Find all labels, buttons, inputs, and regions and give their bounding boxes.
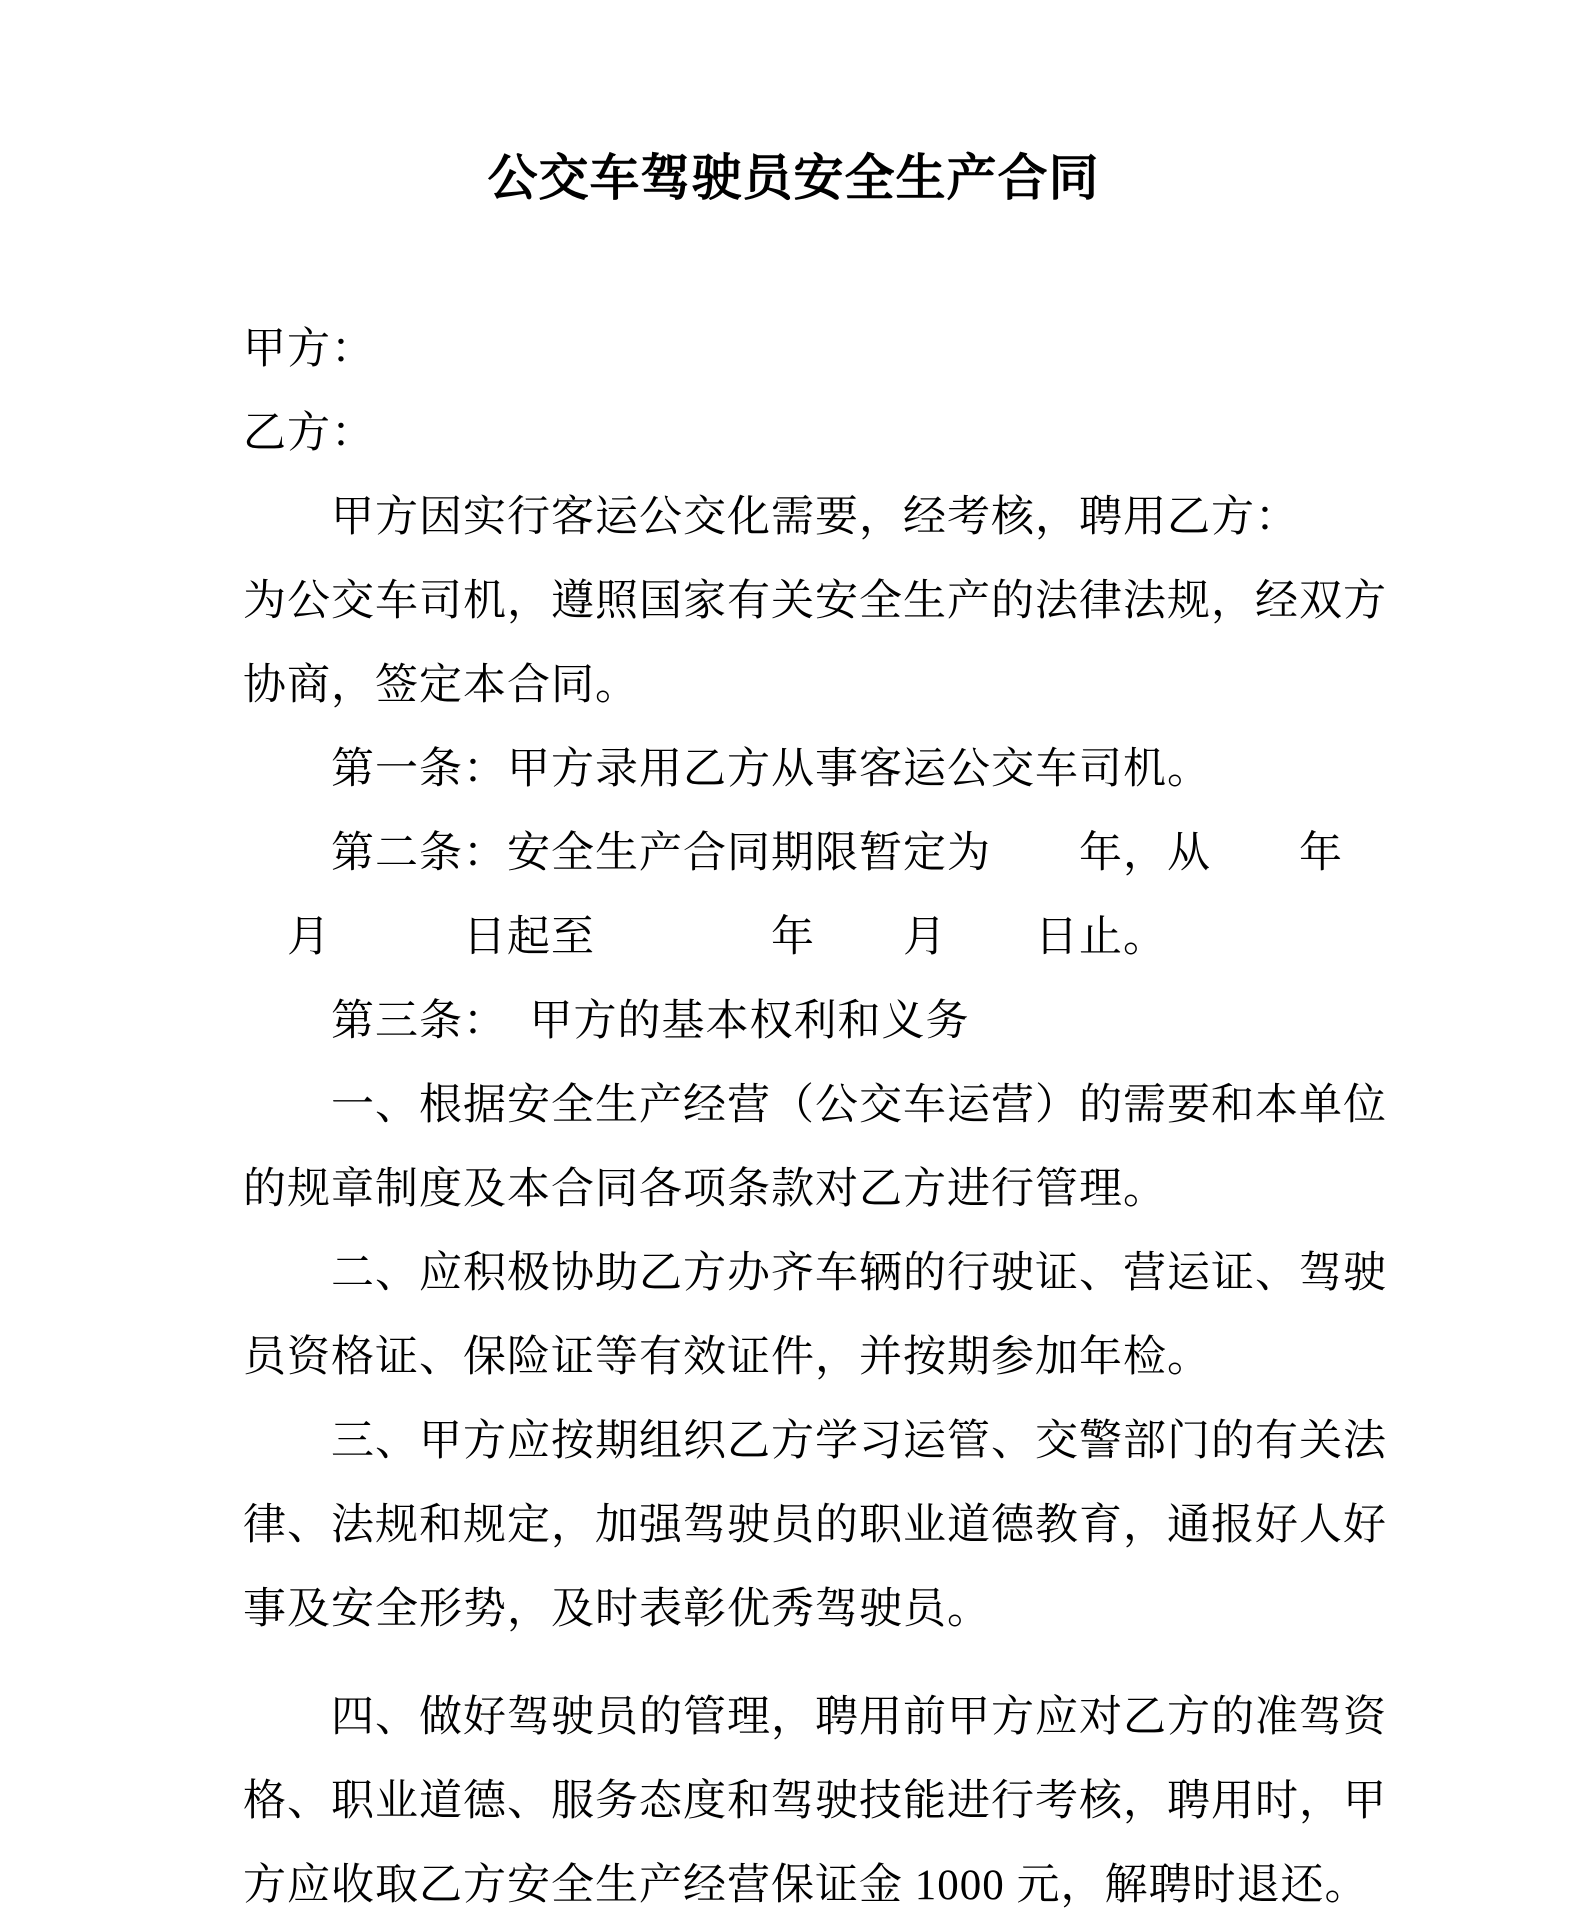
text-line-preamble-1: 甲方因实行客运公交化需要，经考核，聘用乙方： bbox=[243, 494, 1299, 541]
text-line-item-4-a: 四、做好驾驶员的管理，聘用前甲方应对乙方的准驾资 bbox=[243, 1694, 1387, 1741]
text-line-item-1-b: 的规章制度及本合同各项条款对乙方进行管理。 bbox=[243, 1166, 1167, 1213]
text-line-article-2-b: 月 日起至 年 月 日止。 bbox=[243, 914, 1167, 961]
text-line-item-3-c: 事及安全形势，及时表彰优秀驾驶员。 bbox=[243, 1586, 991, 1633]
text-line-item-1-a: 一、根据安全生产经营（公交车运营）的需要和本单位 bbox=[243, 1082, 1387, 1129]
document-body bbox=[243, 308, 1433, 1919]
text-line-article-2-a: 第二条：安全生产合同期限暂定为 年，从 年 bbox=[243, 830, 1343, 877]
text-line-item-3-b: 律、法规和规定，加强驾驶员的职业道德教育，通报好人好 bbox=[243, 1502, 1387, 1549]
document-title: 公交车驾驶员安全生产合同 bbox=[487, 150, 1100, 206]
text-line-article-1: 第一条：甲方录用乙方从事客运公交车司机。 bbox=[243, 746, 1211, 793]
text-line-item-4-c: 方应收取乙方安全生产经营保证金 1000 元，解聘时退还。 bbox=[243, 1862, 1369, 1909]
text-line-preamble-3: 协商，签定本合同。 bbox=[243, 662, 639, 709]
text-line-item-2-b: 员资格证、保险证等有效证件，并按期参加年检。 bbox=[243, 1334, 1211, 1381]
text-line-item-2-a: 二、应积极协助乙方办齐车辆的行驶证、营运证、驾驶 bbox=[243, 1250, 1387, 1297]
text-line-item-4-b: 格、职业道德、服务态度和驾驶技能进行考核，聘用时，甲 bbox=[243, 1778, 1387, 1825]
text-line-item-3-a: 三、甲方应按期组织乙方学习运管、交警部门的有关法 bbox=[243, 1418, 1387, 1465]
text-line-party-a: 甲方： bbox=[243, 326, 375, 373]
text-line-preamble-2: 为公交车司机，遵照国家有关安全生产的法律法规，经双方 bbox=[243, 578, 1387, 625]
text-line-article-3: 第三条： 甲方的基本权利和义务 bbox=[243, 998, 970, 1045]
text-line-party-b: 乙方： bbox=[243, 410, 375, 457]
